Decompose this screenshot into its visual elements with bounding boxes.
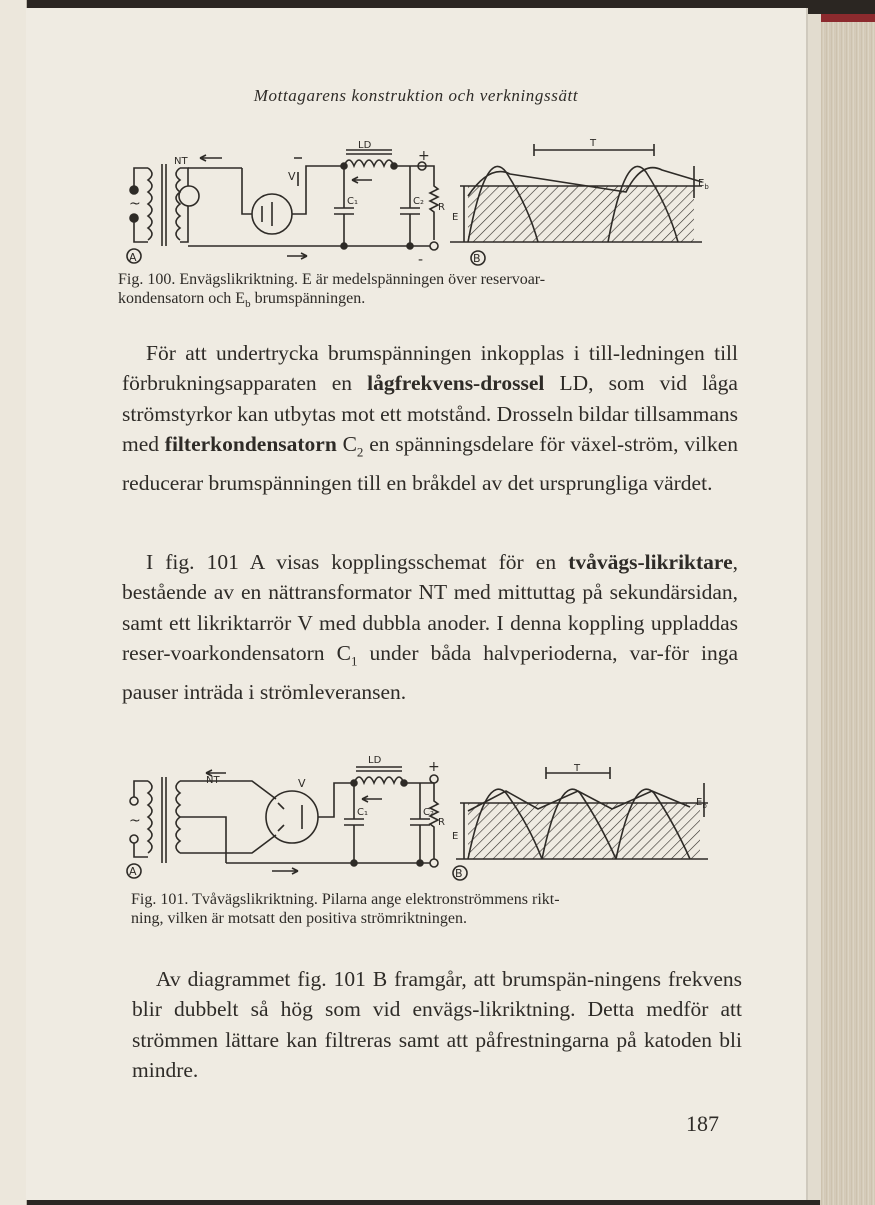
paragraph-1-text-2: LD, som vid låga strömstyrkor kan utbytas mot ett motstånd. Drosseln bildar tillsammans med xyxy=(122,371,738,457)
output-terminal xyxy=(430,775,438,783)
label-c2: C₂ xyxy=(423,807,434,818)
label-eb: $E_b$ xyxy=(696,797,707,810)
choke-inductor xyxy=(344,160,394,166)
left-page-edge xyxy=(0,0,27,1205)
terminal-dot xyxy=(130,186,138,194)
label-eb: $E_b$ xyxy=(698,178,709,191)
page-edge xyxy=(806,14,821,1200)
terminal xyxy=(130,835,138,843)
caption-subscript: b xyxy=(245,298,251,311)
junction xyxy=(341,243,347,249)
wire xyxy=(134,222,148,242)
ac-symbol: ~ xyxy=(129,813,141,829)
label-minus: - xyxy=(418,252,424,268)
transformer-primary xyxy=(148,781,152,853)
wire xyxy=(134,843,148,857)
paragraph-1-text-4: en spänningsdelare för växel-ström, vilken reducerar brumspänningen till en bråkdel av det ursprungliga värdet. xyxy=(122,432,738,495)
junction xyxy=(351,860,357,866)
label-nt: NT xyxy=(174,156,188,167)
filament-coil xyxy=(179,186,199,206)
dc-area-hatched xyxy=(468,186,694,242)
output-terminal xyxy=(430,859,438,867)
label-c1: C₁ xyxy=(347,196,358,207)
wire xyxy=(180,206,188,242)
caption-line-2-end: brumspänningen. xyxy=(250,290,366,307)
wire xyxy=(180,835,276,853)
center-tap-wire xyxy=(180,817,226,863)
running-head: Mottagarens konstruktion och verkningssätt xyxy=(253,86,579,105)
wire xyxy=(318,783,354,817)
fig101-caption xyxy=(131,890,731,928)
subscript: 1 xyxy=(350,653,358,669)
label-c1: C₁ xyxy=(357,807,368,818)
label-plus: + xyxy=(418,148,430,164)
arrow-right xyxy=(287,253,307,259)
label-r: R xyxy=(438,202,445,213)
load-resistor xyxy=(430,170,438,240)
page-number: 187 xyxy=(686,1111,719,1136)
wire xyxy=(180,781,276,799)
fig100-circuit xyxy=(122,136,445,268)
label-r: R xyxy=(438,817,445,828)
dual-anode-tube xyxy=(266,791,318,843)
wire xyxy=(292,166,344,214)
output-terminal xyxy=(430,242,438,250)
label-ld: LD xyxy=(368,755,382,766)
paragraph-2-text-3: under båda halvperioderna, var-för inga pauser inträda i strömleveransen. xyxy=(122,641,738,704)
paragraph-3 xyxy=(132,964,742,1086)
load-resistor xyxy=(430,783,438,859)
caption-line-1: Tvåvägslikriktning. Pilarna ange elektronströmmens rikt- xyxy=(192,891,560,908)
label-v: V xyxy=(298,777,306,790)
transformer-secondary-center-tapped xyxy=(176,781,180,853)
paragraph-1-text-3: C xyxy=(336,432,357,457)
wire xyxy=(134,781,148,797)
book-page xyxy=(26,8,808,1200)
choke-inductor xyxy=(354,777,404,783)
label-ld: LD xyxy=(358,140,372,151)
label-a: A xyxy=(129,251,137,264)
term-filterkondensatorn: filterkondensatorn xyxy=(164,432,337,457)
wire xyxy=(242,168,252,214)
label-b: B xyxy=(455,867,463,880)
junction xyxy=(407,243,413,249)
label-nt: NT xyxy=(206,775,220,786)
paragraph-2-text-2: , bestående av en nättransformator NT med mittuttag på sekundärsidan, samt ett likriktarrör V med dubbla anoder. I denna koppling uppladdas reser-voarkondensatorn C xyxy=(122,550,738,666)
label-a: A xyxy=(129,865,137,878)
fig100-waveform xyxy=(440,136,710,266)
fig100-caption xyxy=(118,270,738,314)
ac-symbol: ~ xyxy=(129,196,141,212)
label-c2: C₂ xyxy=(413,196,424,207)
arrow-left xyxy=(352,177,372,183)
subscript: 2 xyxy=(356,444,364,460)
transformer-primary xyxy=(148,168,152,240)
tube-anode xyxy=(278,803,284,809)
paragraph-1 xyxy=(122,338,738,498)
label-t: T xyxy=(574,763,581,774)
caption-line-2: kondensatorn och E xyxy=(118,290,246,307)
paragraph-1-text: För att undertrycka brumspänningen inkopplas i till-ledningen till förbrukningsapparaten en xyxy=(122,341,738,396)
tube-anode xyxy=(278,825,284,831)
label-v: V xyxy=(288,170,296,183)
paragraph-3-text: Av diagrammet fig. 101 B framgår, att brumspän-ningens frekvens blir dubbelt så hög som vid envägs-likriktning. Detta medför att strömmen lättare kan filtreras samt att påfrestningarna på katoden bli mindre. xyxy=(132,967,742,1083)
caption-number: Fig. 100. xyxy=(118,271,176,288)
arrow-left xyxy=(200,155,222,161)
fig101-waveform xyxy=(450,753,720,883)
label-plus: + xyxy=(428,759,440,775)
caption-line-1: Envägslikriktning. E är medelspänningen över reservoar- xyxy=(179,271,546,288)
paragraph-2-text: I fig. 101 A visas kopplingsschemat för en xyxy=(146,550,569,574)
terminal-dot xyxy=(130,214,138,222)
fig101-circuit xyxy=(122,753,445,883)
wire xyxy=(134,168,148,186)
paragraph-2 xyxy=(122,547,738,707)
terminal xyxy=(130,797,138,805)
arrow-left xyxy=(362,796,382,802)
page-block xyxy=(820,22,875,1205)
wire xyxy=(180,168,188,186)
transformer-secondary xyxy=(176,168,180,240)
term-lagfrekvensdrossel: lågfrekvens-drossel xyxy=(367,371,545,396)
junction xyxy=(417,860,423,866)
label-t: T xyxy=(590,138,597,149)
label-e: E xyxy=(452,831,459,842)
caption-number: Fig. 101. xyxy=(131,891,189,908)
label-b: B xyxy=(473,252,481,265)
term-tvavagslikriktare: tvåvägs-likriktare xyxy=(568,550,733,574)
caption-line-2: ning, vilken är motsatt den positiva strömriktningen. xyxy=(131,910,467,927)
label-e: E xyxy=(452,212,459,223)
arrow-right xyxy=(272,868,298,874)
